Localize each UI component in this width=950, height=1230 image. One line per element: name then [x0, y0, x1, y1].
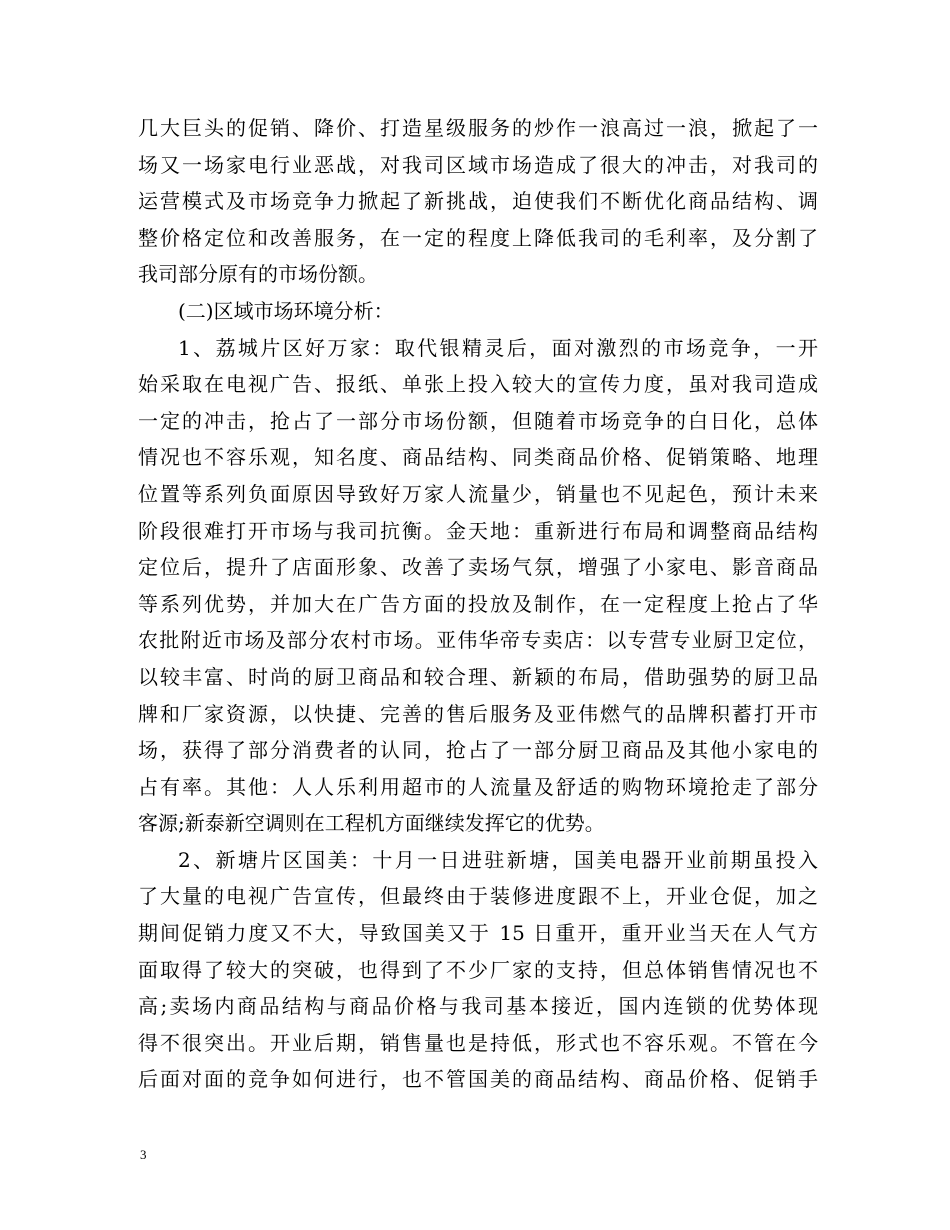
- text-line: 始采取在电视广告、报纸、单张上投入较大的宣传力度，虽对我司造成: [138, 372, 818, 397]
- text-line: 一定的冲击，抢占了一部分市场份额，但随着市场竞争的白日化，总体: [138, 408, 818, 433]
- text-line: 整价格定位和改善服务，在一定的程度上降低我司的毛利率，及分割了: [138, 225, 818, 250]
- text-line: 等系列优势，并加大在广告方面的投放及制作，在一定程度上抢占了华: [138, 591, 818, 616]
- text-line: 几大巨头的促销、降价、打造星级服务的炒作一浪高过一浪，掀起了一: [138, 116, 818, 140]
- text-line: 高;卖场内商品结构与商品价格与我司基本接近，国内连锁的优势体现: [138, 994, 818, 1019]
- text-line: 定位后，提升了店面形象、改善了卖场气氛，增强了小家电、影音商品: [138, 555, 818, 580]
- text-line: 1、荔城片区好万家：取代银精灵后，面对激烈的市场竞争，一开: [178, 335, 818, 360]
- page-number: 3: [140, 1147, 147, 1162]
- text-line: 占有率。其他：人人乐利用超市的人流量及舒适的购物环境抢走了部分: [138, 774, 818, 799]
- body-text: [138, 110, 818, 1098]
- text-line: 场又一场家电行业恶战，对我司区域市场造成了很大的冲击，对我司的: [138, 152, 818, 177]
- text-line: 了大量的电视广告宣传，但最终由于装修进度跟不上，开业仓促，加之: [138, 884, 818, 909]
- text-line: 农批附近市场及部分农村市场。亚伟华帝专卖店：以专营专业厨卫定位，: [138, 628, 818, 653]
- text-line: 阶段很难打开市场与我司抗衡。金天地：重新进行布局和调整商品结构: [138, 518, 818, 543]
- text-line: 我司部分原有的市场份额。: [138, 262, 378, 287]
- text-line: 以较丰富、时尚的厨卫商品和较合理、新颖的布局，借助强势的厨卫品: [138, 664, 818, 689]
- section-heading: (二)区域市场环境分析：: [178, 298, 394, 323]
- text-line: 期间促销力度又不大，导致国美又于 15 日重开，重开业当天在人气方: [138, 921, 818, 946]
- text-line: 面取得了较大的突破，也得到了不少厂家的支持，但总体销售情况也不: [138, 957, 818, 982]
- text-line: 牌和厂家资源，以快捷、完善的售后服务及亚伟燃气的品牌积蓄打开市: [138, 701, 818, 726]
- text-line: 得不很突出。开业后期，销售量也是持低，形式也不容乐观。不管在今: [138, 1030, 818, 1055]
- text-line: 情况也不容乐观，知名度、商品结构、同类商品价格、促销策略、地理: [138, 445, 818, 470]
- text-line: 后面对面的竞争如何进行，也不管国美的商品结构、商品价格、促销手: [138, 1067, 818, 1092]
- text-line: 位置等系列负面原因导致好万家人流量少，销量也不见起色，预计未来: [138, 481, 818, 506]
- text-line: 运营模式及市场竞争力掀起了新挑战，迫使我们不断优化商品结构、调: [138, 189, 818, 214]
- text-line: 场，获得了部分消费者的认同，抢占了一部分厨卫商品及其他小家电的: [138, 738, 818, 763]
- text-line: 2、新塘片区国美：十月一日进驻新塘，国美电器开业前期虽投入: [178, 847, 818, 872]
- text-line: 客源;新泰新空调则在工程机方面继续发挥它的优势。: [138, 811, 605, 836]
